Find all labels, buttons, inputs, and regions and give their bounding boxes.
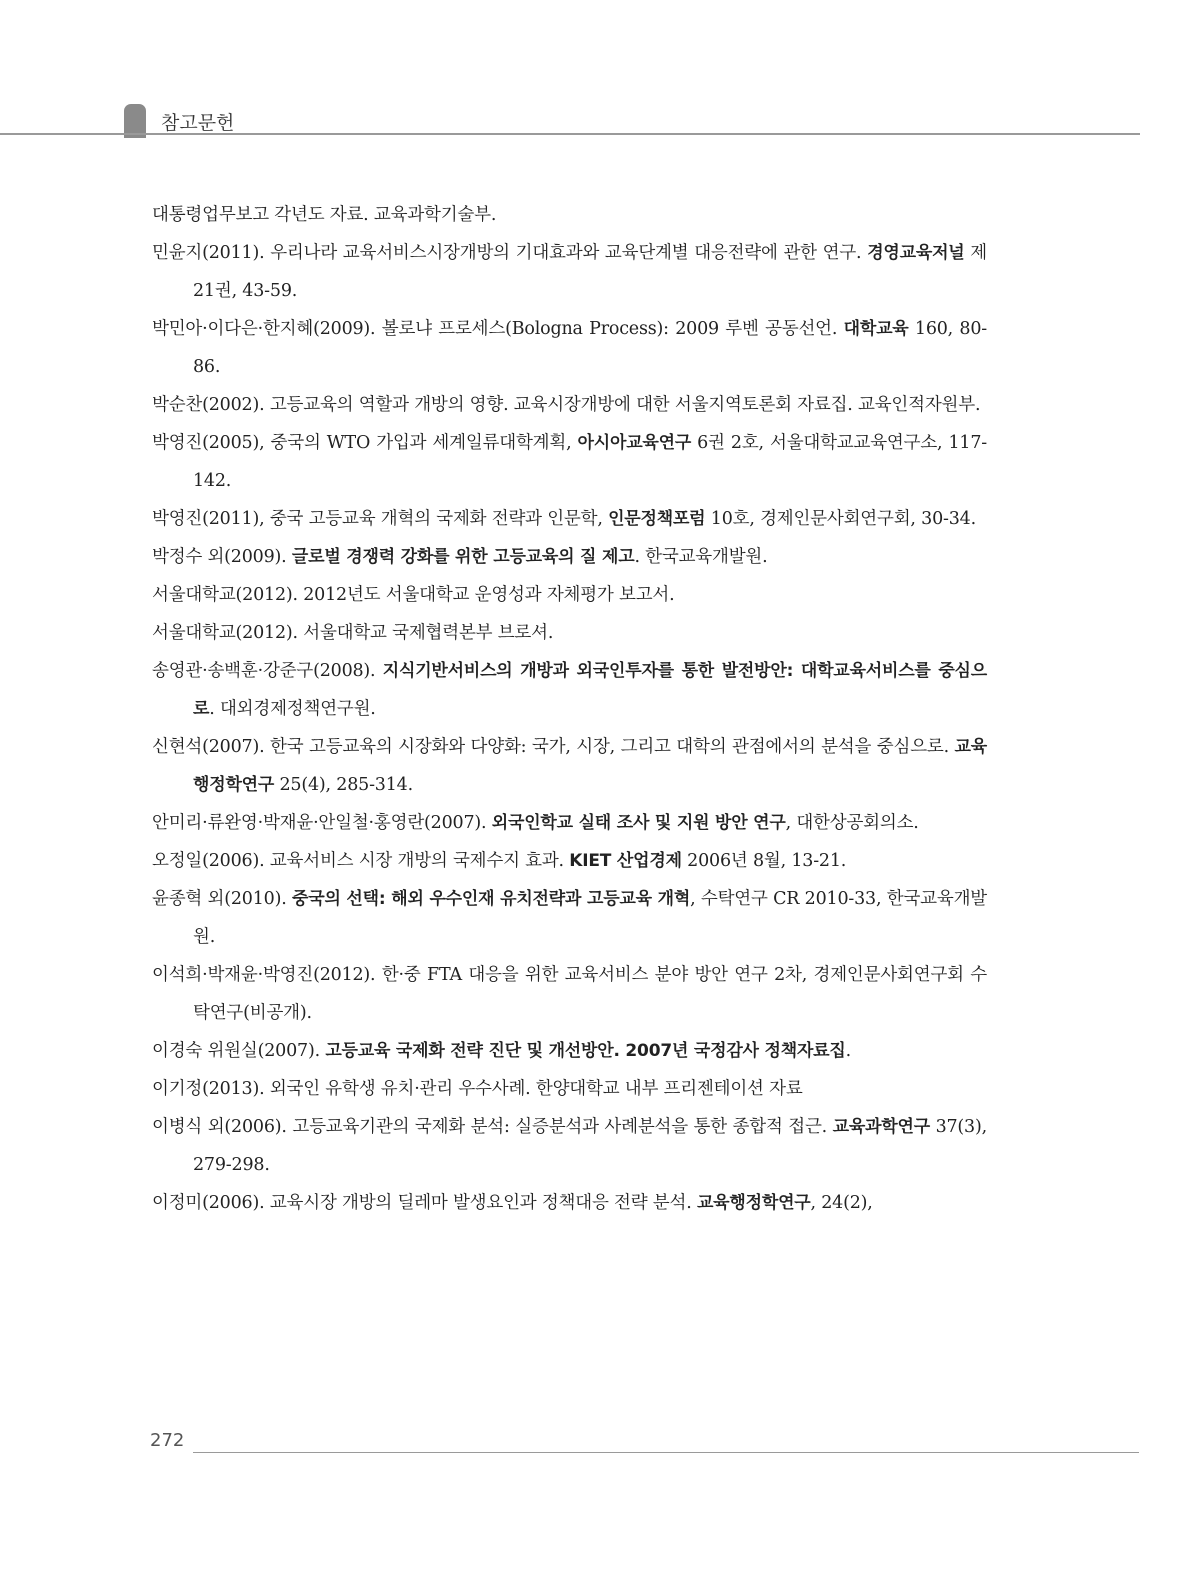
reference-text: 윤종혁 외(2010).	[152, 889, 292, 909]
reference-source-title: 지식기반서비스의 개방과 외국인투자를 통한 발전방안: 대학교육서비스를 중심으로	[193, 661, 987, 719]
reference-details: , 대한상공회의소.	[785, 813, 919, 833]
reference-text: 안미리·류완영·박재윤·안일철·홍영란(2007).	[152, 813, 492, 833]
reference-details: 10호, 경제인문사회연구회, 30-34.	[705, 509, 976, 529]
reference-source-title: 고등교육 국제화 전략 진단 및 개선방안. 2007년 국정감사 정책자료집	[325, 1041, 846, 1061]
reference-entry	[152, 728, 987, 804]
reference-text: 이경숙 위원실(2007).	[152, 1041, 326, 1061]
reference-details: 37(3), 279-298.	[193, 1117, 987, 1175]
reference-details: , 24(2),	[810, 1193, 873, 1213]
page-number: 272	[150, 1430, 185, 1451]
reference-source-title: 중국의 선택: 해외 우수인재 유치전략과 고등교육 개혁	[292, 889, 691, 909]
reference-details: 6권 2호, 서울대학교교육연구소, 117-142.	[193, 433, 987, 491]
reference-entry	[152, 614, 987, 652]
reference-list	[152, 196, 987, 1222]
reference-text: 대통령업무보고 각년도 자료. 교육과학기술부.	[152, 205, 497, 225]
reference-source-title: 교육행정학연구	[696, 1193, 811, 1213]
reference-details: 제 21권, 43-59.	[193, 243, 987, 301]
reference-text: 신현석(2007). 한국 고등교육의 시장화와 다양화: 국가, 시장, 그리고 대학의 관점에서의 분석을 중심으로.	[152, 737, 955, 757]
reference-entry	[152, 956, 987, 1032]
reference-text: 박순찬(2002). 고등교육의 역할과 개방의 영향. 교육시장개방에 대한 서울지역토론회 자료집. 교육인적자원부.	[152, 395, 981, 415]
reference-source-title: 경영교육저널	[867, 243, 965, 263]
reference-source-title: 대학교육	[843, 319, 909, 339]
reference-details: . 한국교육개발원.	[634, 547, 768, 567]
reference-text: 오정일(2006). 교육서비스 시장 개방의 국제수지 효과.	[152, 851, 570, 871]
reference-entry	[152, 196, 987, 234]
reference-source-title: 교육과학연구	[832, 1117, 930, 1137]
reference-entry	[152, 1184, 987, 1222]
reference-entry	[152, 310, 987, 386]
reference-details: 160, 80-86.	[193, 319, 987, 377]
reference-text: 박정수 외(2009).	[152, 547, 292, 567]
reference-text: 박영진(2005), 중국의 WTO 가입과 세계일류대학계획,	[152, 433, 578, 453]
reference-entry	[152, 500, 987, 538]
page-title: 참고문헌	[161, 112, 235, 134]
reference-text: 이기정(2013). 외국인 유학생 유치·관리 우수사례. 한양대학교 내부 프리젠테이션 자료	[152, 1079, 803, 1099]
reference-source-title: 글로벌 경쟁력 강화를 위한 고등교육의 질 제고	[291, 547, 635, 567]
reference-entry	[152, 880, 987, 956]
reference-text: 송영관·송백훈·강준구(2008).	[152, 661, 383, 681]
reference-entry	[152, 386, 987, 424]
reference-entry	[152, 576, 987, 614]
reference-details: .	[845, 1041, 851, 1061]
reference-source-title: 외국인학교 실태 조사 및 지원 방안 연구	[491, 813, 786, 833]
reference-text: 민윤지(2011). 우리나라 교육서비스시장개방의 기대효과와 교육단계별 대응전략에 관한 연구.	[152, 243, 868, 263]
reference-source-title: 인문정책포럼	[608, 509, 706, 529]
reference-details: 2006년 8월, 13-21.	[681, 851, 847, 871]
reference-source-title: 아시아교육연구	[577, 433, 692, 453]
reference-entry	[152, 1032, 987, 1070]
reference-entry	[152, 234, 987, 310]
reference-text: 이병식 외(2006). 고등교육기관의 국제화 분석: 실증분석과 사례분석을 통한 종합적 접근.	[152, 1117, 833, 1137]
reference-source-title: 교육행정학연구	[193, 737, 987, 795]
reference-entry	[152, 842, 987, 880]
reference-details: , 수탁연구 CR 2010-33, 한국교육개발원.	[193, 889, 987, 947]
reference-entry	[152, 652, 987, 728]
reference-entry	[152, 424, 987, 500]
reference-text: 박민아·이다은·한지혜(2009). 볼로냐 프로세스(Bologna Process): 2009 루벤 공동선언.	[152, 319, 844, 339]
reference-entry	[152, 538, 987, 576]
reference-text: 박영진(2011), 중국 고등교육 개혁의 국제화 전략과 인문학,	[152, 509, 609, 529]
reference-details: . 대외경제정책연구원.	[209, 699, 376, 719]
reference-text: 이석희·박재윤·박영진(2012). 한·중 FTA 대응을 위한 교육서비스 분야 방안 연구 2차, 경제인문사회연구회 수탁연구(비공개).	[152, 965, 987, 1023]
reference-source-title: KIET 산업경제	[569, 851, 682, 871]
footer-divider	[193, 1452, 1139, 1453]
reference-entry	[152, 1108, 987, 1184]
reference-details: 25(4), 285-314.	[274, 775, 413, 795]
reference-text: 서울대학교(2012). 서울대학교 국제협력본부 브로셔.	[152, 623, 554, 643]
reference-text: 이정미(2006). 교육시장 개방의 딜레마 발생요인과 정책대응 전략 분석.	[152, 1193, 697, 1213]
reference-entry	[152, 1070, 987, 1108]
reference-entry	[152, 804, 987, 842]
reference-text: 서울대학교(2012). 2012년도 서울대학교 운영성과 자체평가 보고서.	[152, 585, 675, 605]
